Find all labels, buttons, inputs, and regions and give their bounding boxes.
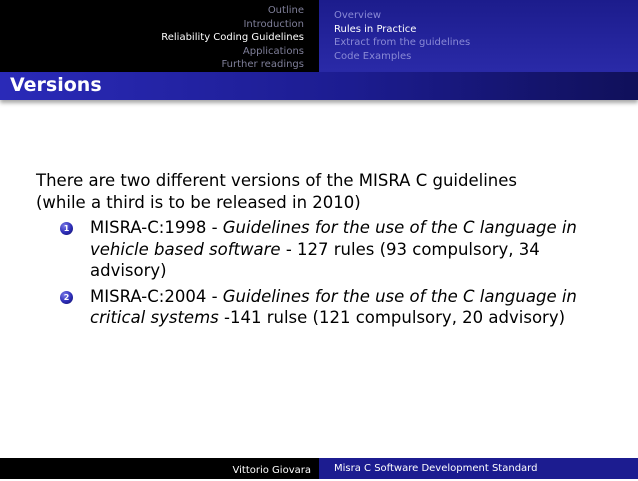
intro-line-1: There are two different versions of the MISRA C guidelines — [36, 171, 517, 190]
subsection-overview[interactable]: Overview — [334, 10, 382, 21]
item-prefix: MISRA-C:1998 - — [90, 218, 223, 237]
footer-title: Misra C Software Development Standard — [334, 463, 538, 474]
section-reliability-coding-guidelines[interactable]: Reliability Coding Guidelines — [161, 32, 304, 43]
section-introduction[interactable]: Introduction — [243, 18, 304, 30]
footer-author-box — [0, 458, 319, 479]
footline — [0, 458, 638, 479]
section-further-readings[interactable]: Further readings — [221, 59, 304, 70]
numbered-ball-icon: 2 — [60, 291, 73, 304]
subsection-extract-from-guidelines[interactable]: Extract from the guidelines — [334, 37, 471, 48]
numbered-ball-icon: 1 — [60, 222, 73, 235]
subsection-navigation — [319, 0, 638, 72]
intro-line-2: (while a third is to be released in 2010) — [36, 192, 361, 212]
item-suffix: -141 rulse (121 compulsory, 20 advisory) — [218, 308, 566, 327]
headline-bar — [0, 0, 638, 72]
list-item — [36, 286, 596, 329]
frame-title: Versions — [10, 74, 102, 96]
item-prefix: MISRA-C:2004 - — [90, 286, 223, 306]
subsection-rules-in-practice[interactable]: Rules in Practice — [334, 23, 417, 35]
item-title: Guidelines for the use of the C language in vehicle based software — [90, 218, 577, 259]
footer-author: Vittorio Giovara — [232, 465, 311, 476]
intro-paragraph — [36, 170, 596, 213]
section-applications[interactable]: Applications — [242, 45, 304, 57]
list-item — [36, 217, 596, 282]
item-suffix: - 127 rules (93 compulsory, 34 advisory) — [90, 239, 540, 280]
section-outline[interactable]: Outline — [267, 5, 304, 16]
footer-title-box — [319, 458, 638, 479]
section-navigation — [0, 0, 311, 72]
slide-content — [36, 170, 596, 333]
versions-list — [36, 217, 596, 329]
subsection-code-examples[interactable]: Code Examples — [334, 50, 412, 62]
item-title: Guidelines for the use of the C language in critical systems — [90, 286, 577, 327]
frame-title-bar — [0, 72, 638, 100]
